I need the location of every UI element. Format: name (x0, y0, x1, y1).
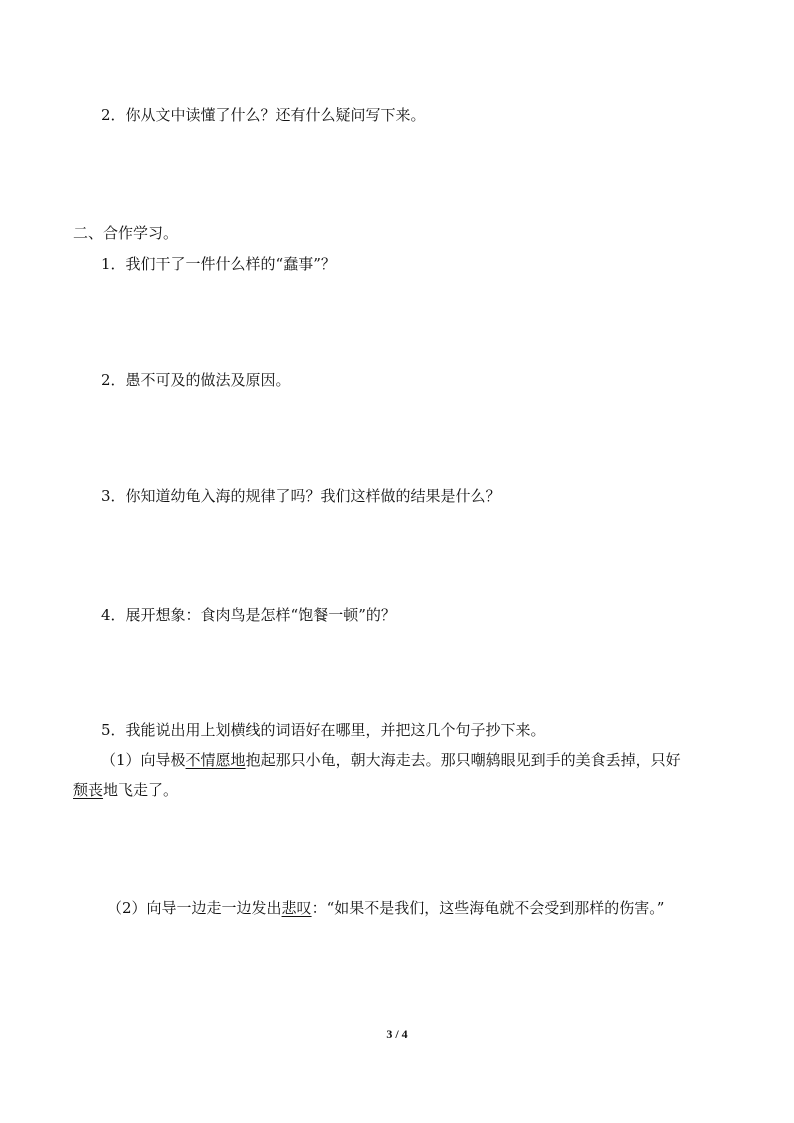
sentence-one-middle: 抱起那只小龟，朝大海走去。那只嘲鸫眼见到手的美食丢掉，只好 (245, 751, 681, 769)
question-imagine-birds: 4．展开想象：食肉鸟是怎样“饱餐一顿”的？ (101, 606, 396, 624)
sentence-one-prefix: （1）向导极 (101, 751, 186, 769)
sentence-one-suffix: 地飞走了。 (103, 781, 179, 799)
question-foolish-method: 2．愚不可及的做法及原因。 (101, 371, 291, 389)
question-underlined-words: 5．我能说出用上划横线的词语好在哪里，并把这几个句子抄下来。 (101, 721, 546, 739)
question-read-understand: 2．你从文中读懂了什么？还有什么疑问写下来。 (101, 106, 426, 124)
sentence-two-prefix: （2）向导一边走一边发出 (107, 899, 282, 917)
underlined-word-dejected: 颓丧 (73, 781, 104, 799)
question-foolish-thing: 1．我们干了一件什么样的“蠢事”？ (101, 255, 336, 273)
section-heading-cooperative-learning: 二、合作学习。 (73, 224, 179, 242)
page-number: 3 / 4 (386, 1027, 408, 1041)
sentence-one-line-one (101, 750, 681, 770)
question-turtle-pattern: 3．你知道幼龟入海的规律了吗？我们这样做的结果是什么？ (101, 487, 501, 505)
sentence-two-suffix: ：“如果不是我们，这些海龟就不会受到那样的伤害。” (311, 899, 665, 917)
sentence-two (107, 898, 664, 918)
underlined-phrase-reluctantly: 不情愿地 (185, 751, 246, 769)
underlined-word-lament: 悲叹 (281, 899, 312, 917)
sentence-one-line-two (73, 780, 178, 800)
